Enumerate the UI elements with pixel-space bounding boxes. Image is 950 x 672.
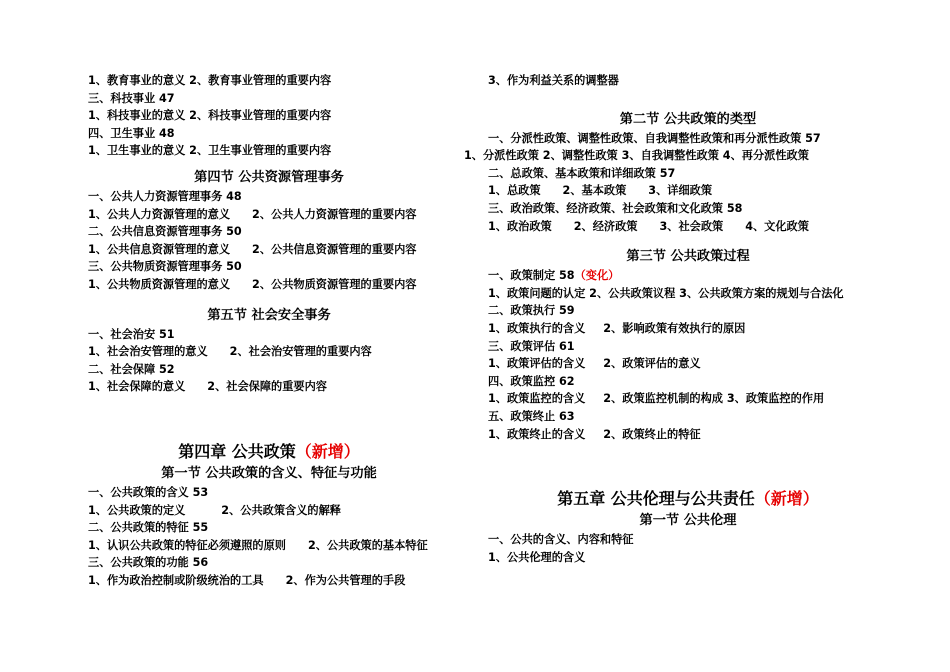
item: 2、政策终止的特征 (603, 427, 701, 441)
section-title: 第三节 公共政策过程 (626, 249, 750, 265)
item: 1、社会保障的意义 (88, 380, 186, 394)
text-line (488, 218, 888, 236)
subsection-heading: 二、社会保障 52 (88, 362, 175, 376)
item: 1、社会治安管理的意义 (88, 345, 208, 359)
text-line (488, 426, 888, 444)
text-line (88, 206, 450, 224)
item: 1、政策监控的含义 (488, 392, 586, 406)
subsection-heading: 一、社会治安 51 (88, 327, 175, 341)
text-line (488, 390, 888, 408)
subsection-heading: 四、政策监控 62 (488, 374, 575, 388)
item: 1、政策执行的含义 (488, 321, 586, 335)
item: 1、公共信息资源管理的意义 (88, 242, 231, 256)
item: 3、社会政策 (659, 219, 724, 233)
chapter-title-text: 第五章 公共伦理与公共责任 (557, 489, 755, 509)
text-line (88, 241, 450, 259)
item: 3、详细政策 (648, 184, 713, 198)
text-line: 1、卫生事业的意义 2、卫生事业管理的重要内容 (88, 144, 332, 158)
item: 2、作为公共管理的手段 (285, 573, 406, 587)
subsection-heading: 五、政策终止 63 (488, 409, 575, 423)
item: 1、公共人力资源管理的意义 (88, 207, 231, 221)
item: 1、认识公共政策的特征必须遵照的原则 (88, 538, 286, 552)
chapter-title (88, 440, 450, 464)
text-line: 3、作为利益关系的调整器 (488, 74, 619, 87)
text-line: 1、教育事业的意义 2、教育事业管理的重要内容 (88, 74, 332, 87)
text-line (488, 355, 888, 373)
text-line (88, 572, 450, 590)
item: 1、政策评估的含义 (488, 357, 586, 371)
item: 2、基本政策 (562, 184, 627, 198)
subsection-heading: 一、公共政策的含义 53 (88, 485, 209, 499)
item: 2、公共政策的基本特征 (307, 538, 428, 552)
text-line-wrapped: 1、政策问题的认定 2、公共政策议程 3、公共政策方案的规划与合法化 (488, 286, 844, 300)
item: 1、政治政策 (488, 219, 552, 233)
item: 2、社会保障的重要内容 (207, 380, 327, 394)
subsection-heading: 三、公共物质资源管理事务 50 (88, 260, 242, 274)
section-title: 第五节 社会安全事务 (207, 307, 331, 323)
right-column (464, 72, 888, 566)
text-line (88, 276, 450, 294)
item: 2、公共政策含义的解释 (221, 503, 341, 517)
item: 2、政策评估的意义 (603, 357, 701, 371)
subsection-heading: 二、政策执行 59 (488, 304, 575, 318)
subsection-heading: 一、分派性政策、调整性政策、自我调整性政策和再分派性政策 57 (488, 131, 821, 145)
subsection-heading: 二、公共信息资源管理事务 50 (88, 225, 242, 239)
subsection-heading (488, 267, 888, 285)
section-title: 第一节 公共政策的含义、特征与功能 (161, 465, 377, 481)
subsection-heading: 一、公共的含义、内容和特征 (488, 533, 634, 547)
changed-tag: （变化） (574, 269, 620, 283)
section-title: 第一节 公共伦理 (639, 513, 737, 529)
text-line (88, 502, 450, 520)
subsection-heading: 三、公共政策的功能 56 (88, 556, 209, 570)
item: 1、总政策 (488, 184, 541, 198)
item: 2、公共物质资源管理的重要内容 (252, 277, 417, 291)
item: 2、政策监控机制的构成 3、政策监控的作用 (603, 392, 825, 406)
item: 2、公共信息资源管理的重要内容 (252, 242, 417, 256)
new-tag: （新增） (754, 489, 819, 509)
new-tag: （新增） (295, 441, 360, 461)
text-line (88, 378, 450, 396)
subsection-heading: 一、公共人力资源管理事务 48 (88, 189, 242, 203)
item: 2、社会治安管理的重要内容 (229, 345, 372, 359)
item: 2、影响政策有效执行的原因 (603, 321, 746, 335)
item: 1、政策终止的含义 (488, 427, 586, 441)
subsection-heading: 四、卫生事业 48 (88, 126, 175, 140)
text-line (488, 320, 888, 338)
item: 4、文化政策 (745, 219, 809, 233)
text-line: 1、公共伦理的含义 (488, 550, 586, 564)
item: 1、公共物质资源管理的意义 (88, 277, 231, 291)
item: 2、经济政策 (573, 219, 638, 233)
text-line (88, 343, 450, 361)
subsection-heading: 二、总政策、基本政策和详细政策 57 (488, 166, 676, 180)
left-column (88, 72, 450, 589)
text-line-wrapped: 1、分派性政策 2、调整性政策 3、自我调整性政策 4、再分派性政策 (464, 149, 809, 163)
section-title: 第二节 公共政策的类型 (619, 111, 757, 127)
item: 1、作为政治控制或阶级统治的工具 (88, 573, 264, 587)
text-line (88, 537, 450, 555)
subsection-heading: 三、政治政策、经济政策、社会政策和文化政策 58 (488, 201, 743, 215)
subsection-heading: 三、科技事业 47 (88, 91, 175, 105)
subsection-heading: 三、政策评估 61 (488, 339, 575, 353)
text-line: 1、科技事业的意义 2、科技事业管理的重要内容 (88, 109, 332, 123)
chapter-title (488, 487, 888, 511)
section-title: 第四节 公共资源管理事务 (194, 169, 344, 185)
subsection-heading: 二、公共政策的特征 55 (88, 521, 209, 535)
item: 2、公共人力资源管理的重要内容 (252, 207, 417, 221)
text-line (488, 182, 888, 200)
subsection-heading-text: 一、政策制定 58 (488, 269, 575, 283)
item: 1、公共政策的定义 (88, 503, 186, 517)
chapter-title-text: 第四章 公共政策 (178, 441, 296, 461)
